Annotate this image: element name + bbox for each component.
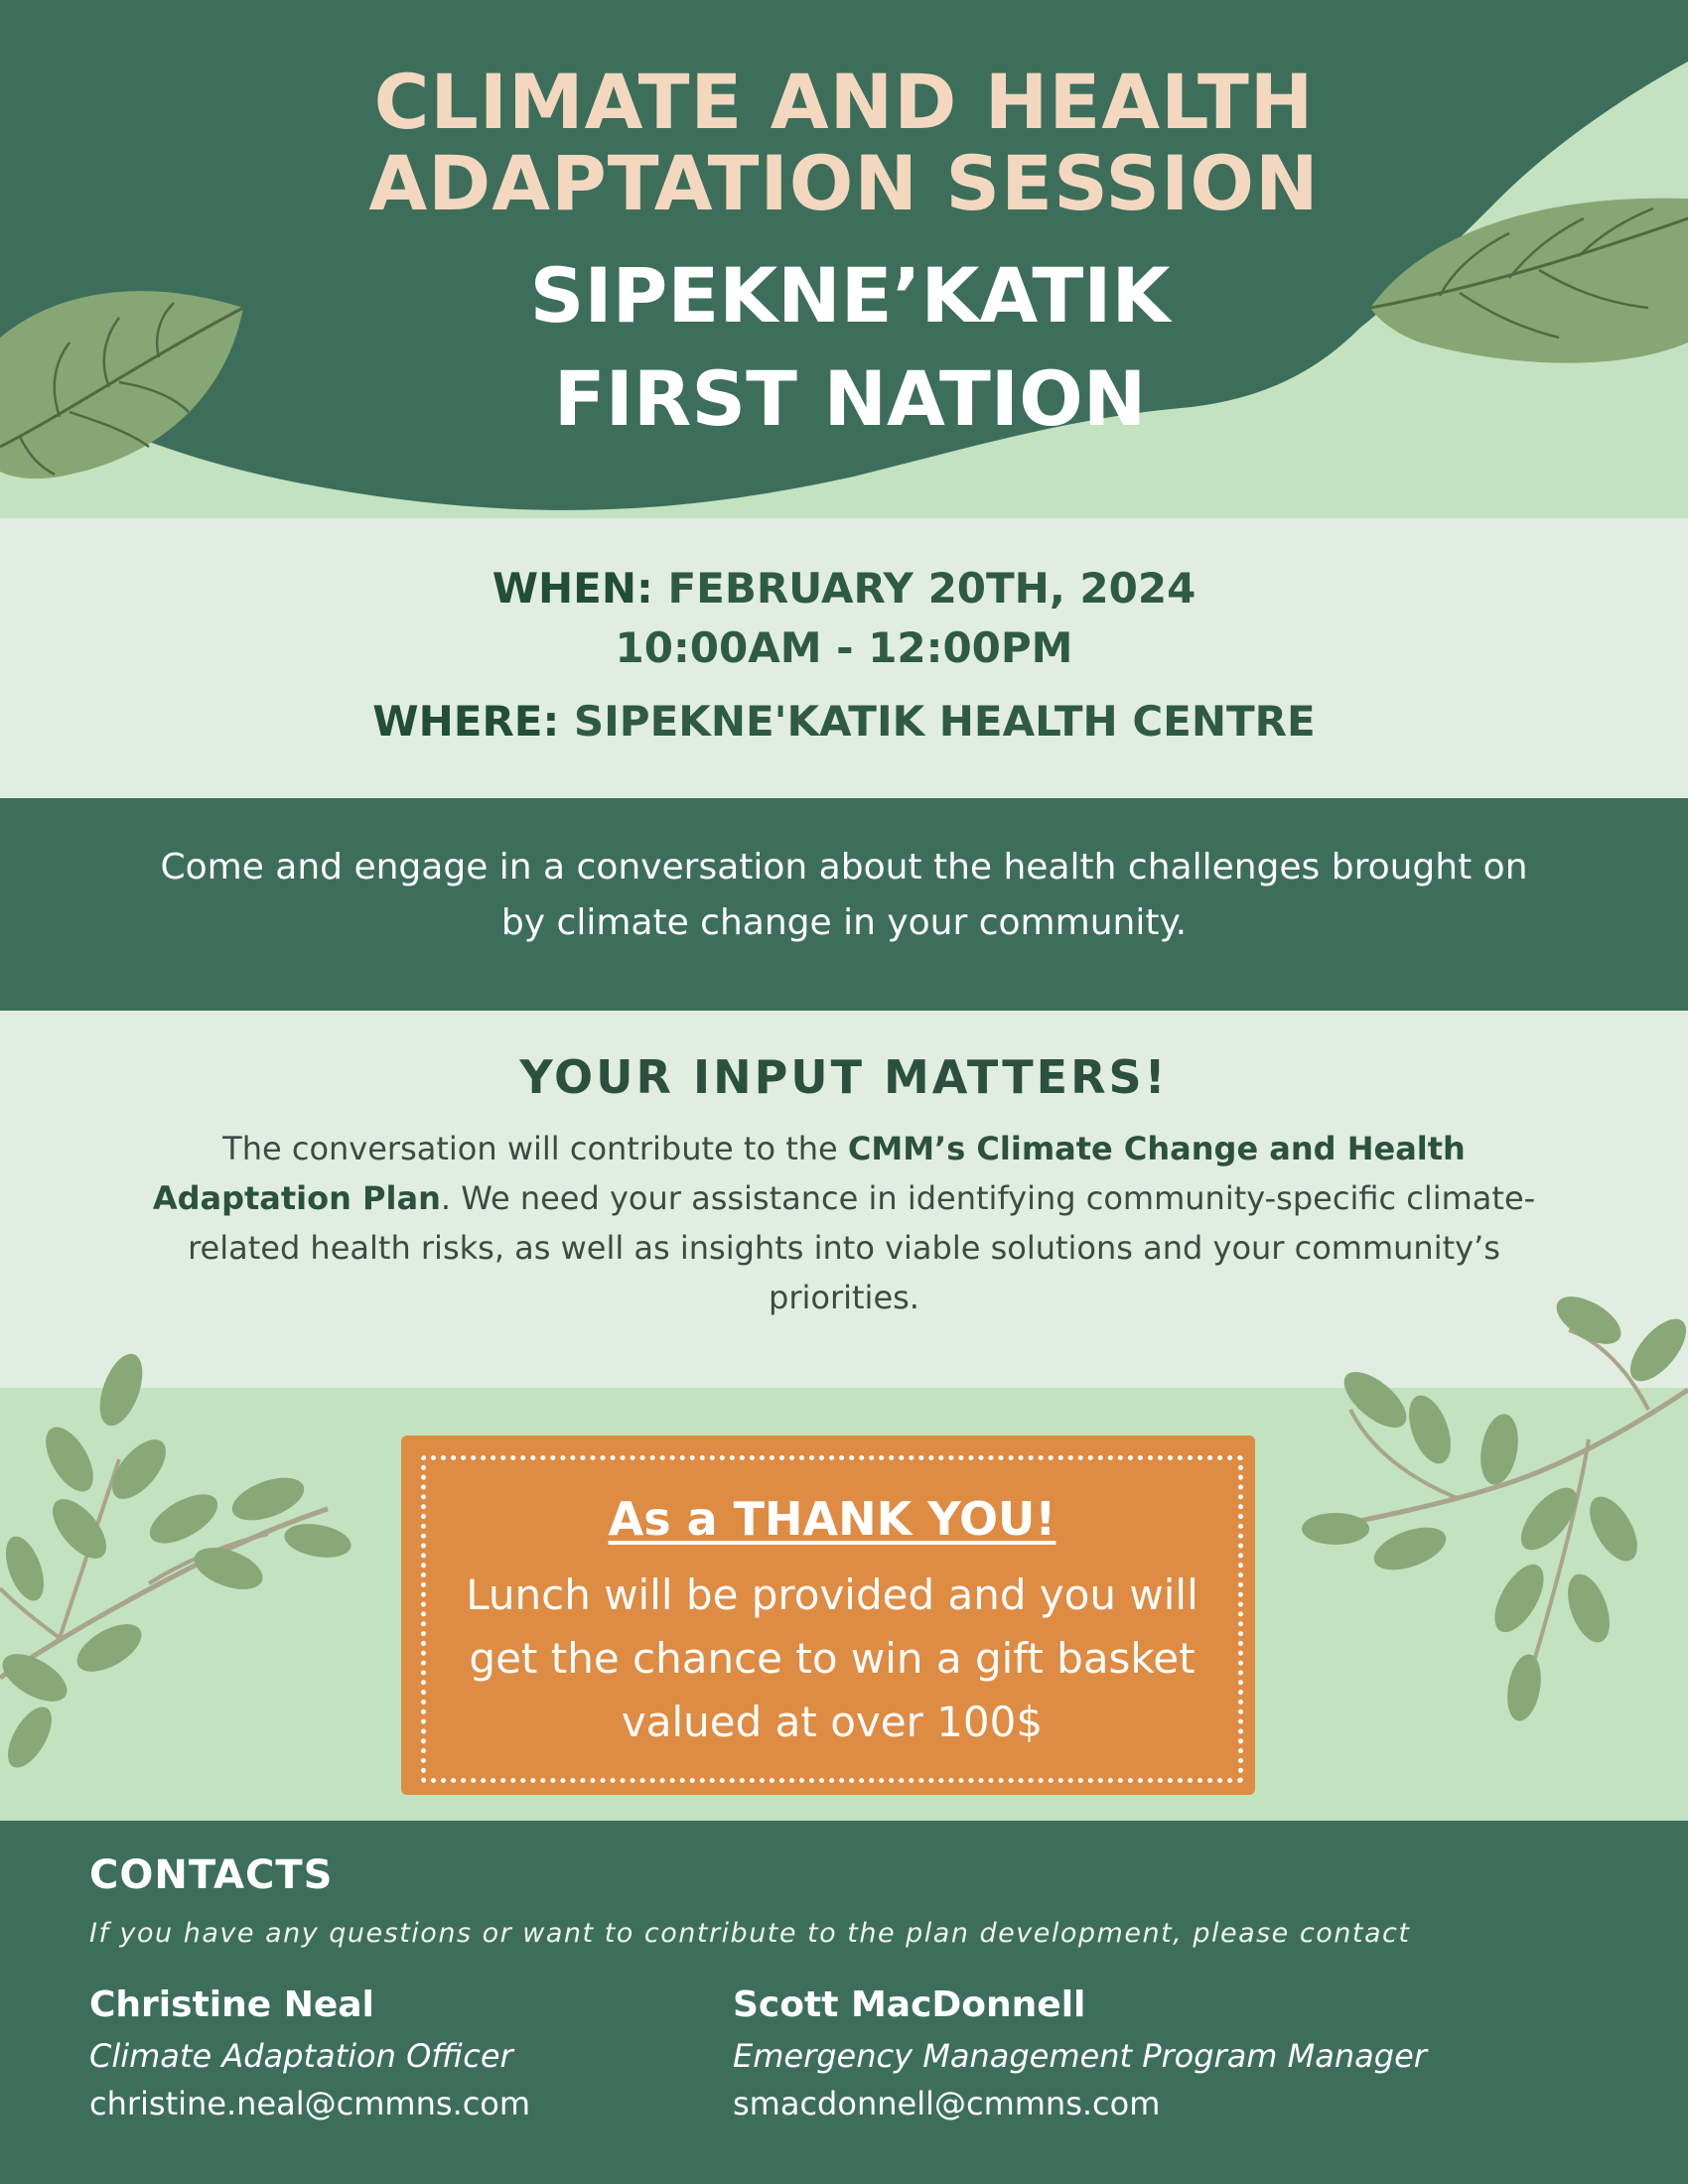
when-line [0,564,1688,613]
right-branch-icon [1302,1287,1688,1723]
event-details [0,518,1688,798]
subtitle-line-1: SIPEKNE’KATIK [529,251,1171,340]
thank-you-heading: As a THANK YOU! [608,1492,1056,1546]
input-text-after: . We need your assistance in identifying community-specific climate-related health risks, as well as insights into viable solutions and your community’s priorities. [188,1179,1536,1316]
contact-email-link[interactable]: christine.neal@cmmns.com [89,2085,531,2122]
contact-card [89,1979,530,2126]
contact-role: Emergency Management Program Manager [733,2037,1427,2075]
thank-you-text: Lunch will be provided and you will get the chance to win a gift basket valued at over 100$ [466,1570,1198,1746]
thank-you-box [401,1435,1255,1795]
where-value: SIPEKNE'KATIK HEALTH CENTRE [573,697,1316,746]
where-line [0,697,1688,746]
when-date: FEBRUARY 20TH, 2024 [667,564,1196,613]
engage-text: Come and engage in a conversation about the health challenges brought on by climate change in your community. [160,847,1528,943]
title-line-1: CLIMATE AND HEALTH [373,58,1315,146]
when-label: WHEN: [492,564,653,613]
input-title: YOUR INPUT MATTERS! [519,1050,1169,1104]
contact-card [733,1979,1427,2126]
subtitle-line-2: FIRST NATION [553,354,1147,443]
where-label: WHERE: [372,697,560,746]
contacts-section [0,1821,1688,2184]
contact-name: Scott MacDonnell [733,1984,1086,2025]
title-line-2: ADAPTATION SESSION [368,139,1320,227]
contact-name: Christine Neal [89,1984,374,2025]
input-text-before: The conversation will contribute to the [222,1130,848,1167]
contact-email-link[interactable]: smacdonnell@cmmns.com [733,2085,1161,2122]
contact-role: Climate Adaptation Officer [89,2037,513,2075]
thank-you-border [421,1455,1243,1783]
plan-name: CMM’s Climate Change and Health Adaptation Plan [152,1130,1466,1217]
contacts-title: CONTACTS [89,1852,334,1898]
left-branch-icon [0,1348,353,1774]
header [0,0,1688,518]
contacts-intro: If you have any questions or want to contribute to the plan development, please contact [89,1918,1411,1949]
engage-section [0,798,1688,1011]
when-time: 10:00AM - 12:00PM [615,623,1073,672]
